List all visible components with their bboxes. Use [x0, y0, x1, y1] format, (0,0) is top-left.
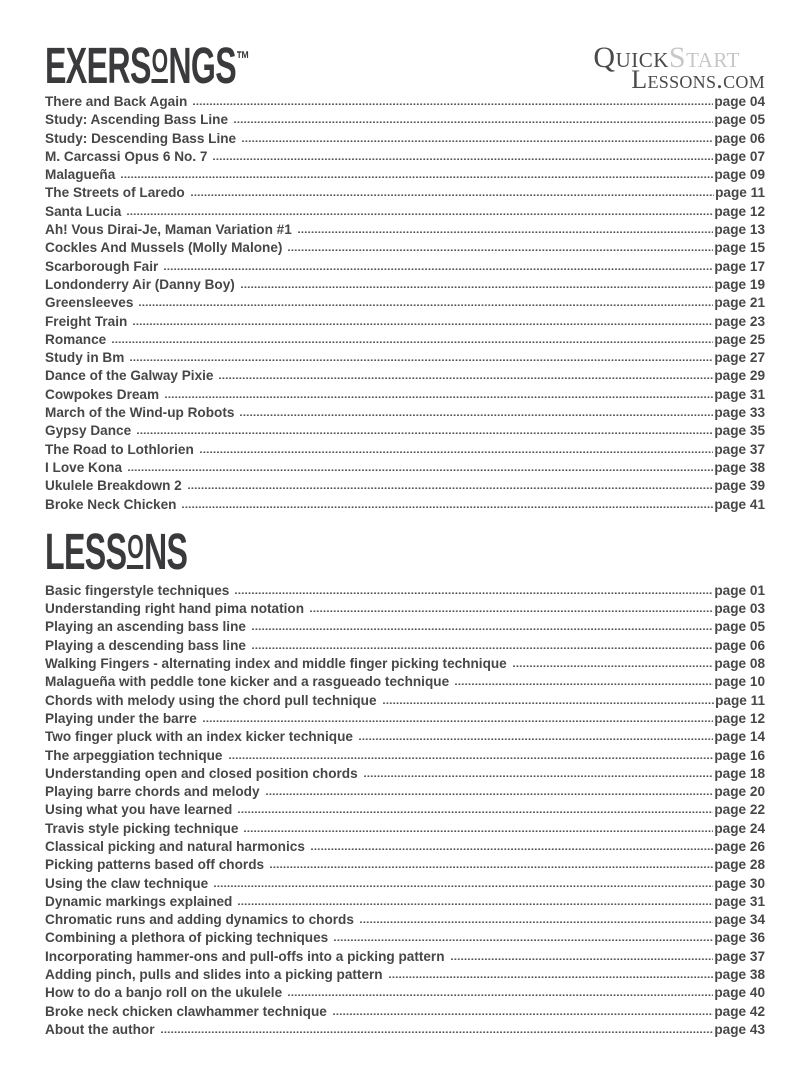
toc-entry-page: page 41 — [714, 496, 765, 512]
brand-quick: Quick — [593, 41, 669, 74]
dot-leader — [334, 938, 713, 942]
toc-entry-page: page 12 — [714, 710, 765, 726]
toc-entry-title: Playing an ascending bass line — [45, 619, 246, 635]
toc-entry-title: Understanding right hand pima notation — [45, 601, 305, 617]
title-prefix: EXERS — [45, 37, 151, 94]
toc-entry — [45, 582, 765, 600]
toc-entry — [45, 929, 765, 947]
dot-leader — [139, 303, 713, 307]
toc-entry — [45, 221, 765, 239]
toc-entry-title: Broke neck chicken clawhammer technique — [45, 1003, 327, 1019]
toc-entry — [45, 875, 765, 893]
lessons-wordmark — [45, 522, 188, 580]
trademark-symbol: ™ — [236, 46, 250, 71]
dot-leader — [360, 920, 713, 924]
toc-entry-page: page 39 — [714, 478, 765, 494]
toc-entry-title: Combining a plethora of picking techniques — [45, 930, 329, 946]
title-suffix: NGS — [168, 37, 237, 94]
title-suffix: NS — [143, 522, 188, 580]
stylized-o: O — [127, 531, 144, 569]
toc-entry-page: page 28 — [714, 857, 765, 873]
dot-leader — [389, 975, 714, 979]
page-header — [45, 37, 765, 94]
brand-lessons-com: Lessons.com — [631, 64, 765, 94]
toc-entry-page: page 05 — [714, 112, 765, 128]
toc-entry-page: page 31 — [714, 893, 765, 909]
toc-entry-page: page 20 — [714, 784, 765, 800]
toc-entry-title: Picking patterns based off chords — [45, 857, 265, 873]
toc-entry — [45, 856, 765, 874]
toc-entry-title: Dance of the Galway Pixie — [45, 368, 214, 384]
toc-entry-title: Using the claw technique — [45, 875, 209, 891]
toc-entry-page: page 30 — [714, 875, 765, 891]
toc-entry — [45, 404, 765, 422]
toc-entry — [45, 148, 765, 166]
toc-entry — [45, 618, 765, 636]
dot-leader — [112, 340, 713, 344]
toc-entry-page: page 16 — [714, 747, 765, 763]
toc-entry-page: page 26 — [714, 838, 765, 854]
dot-leader — [213, 157, 713, 161]
dot-leader — [191, 193, 714, 197]
toc-entry-page: page 36 — [714, 930, 765, 946]
dot-leader — [240, 413, 713, 417]
toc-entry — [45, 441, 765, 459]
dot-leader — [193, 102, 713, 106]
toc-entry-title: Ah! Vous Dirai-Je, Maman Variation #1 — [45, 222, 292, 238]
toc-entry — [45, 728, 765, 746]
toc-entry — [45, 367, 765, 385]
dot-leader — [214, 884, 713, 888]
toc-entry-page: page 37 — [714, 441, 765, 457]
dot-leader — [241, 285, 714, 289]
toc-entry-title: Incorporating hammer-ons and pull-offs into a picking pattern — [45, 948, 445, 964]
dot-leader — [451, 957, 714, 961]
toc-entry-page: page 07 — [714, 148, 765, 164]
toc-entry-title: The Streets of Laredo — [45, 185, 185, 201]
dot-leader — [244, 829, 713, 833]
toc-entry-page: page 13 — [714, 222, 765, 238]
quickstart-lessons-logo — [593, 41, 765, 94]
dot-leader — [238, 810, 713, 814]
dot-leader — [137, 431, 713, 435]
toc-entry-page: page 42 — [714, 1003, 765, 1019]
toc-entry — [45, 747, 765, 765]
dot-leader — [252, 646, 713, 650]
toc-entry-page: page 08 — [714, 656, 765, 672]
dot-leader — [121, 175, 713, 179]
toc-entry-page: page 11 — [715, 185, 765, 201]
toc-entry-page: page 15 — [714, 240, 765, 256]
dot-leader — [311, 847, 714, 851]
lessons-list — [45, 582, 765, 1039]
toc-entry — [45, 765, 765, 783]
dot-leader — [252, 627, 713, 631]
toc-entry-page: page 25 — [714, 331, 765, 347]
toc-entry-title: Playing a descending bass line — [45, 637, 246, 653]
dot-leader — [165, 395, 713, 399]
toc-entry — [45, 477, 765, 495]
toc-entry-title: There and Back Again — [45, 94, 188, 109]
toc-entry-page: page 43 — [714, 1021, 765, 1037]
dot-leader — [128, 468, 713, 472]
toc-entry — [45, 422, 765, 440]
toc-entry-page: page 03 — [714, 601, 765, 617]
toc-entry — [45, 966, 765, 984]
toc-entry-title: Classical picking and natural harmonics — [45, 838, 305, 854]
toc-entry-title: Romance — [45, 331, 107, 347]
toc-entry — [45, 692, 765, 710]
dot-leader — [270, 865, 713, 869]
toc-entry-title: Santa Lucia — [45, 203, 122, 219]
toc-entry — [45, 166, 765, 184]
toc-entry-title: Cowpokes Dream — [45, 386, 160, 402]
toc-entry-title: Malagueña with peddle tone kicker and a rasgueado technique — [45, 674, 450, 690]
toc-entry-title: The arpeggiation technique — [45, 747, 223, 763]
toc-entry — [45, 349, 765, 367]
toc-entry — [45, 203, 765, 221]
toc-entry — [45, 820, 765, 838]
toc-entry-page: page 05 — [714, 619, 765, 635]
toc-entry-page: page 40 — [714, 985, 765, 1001]
toc-entry — [45, 801, 765, 819]
toc-entry — [45, 673, 765, 691]
toc-entry-title: Scarborough Fair — [45, 258, 159, 274]
toc-entry-title: Using what you have learned — [45, 802, 233, 818]
toc-entry — [45, 637, 765, 655]
toc-entry-page: page 33 — [714, 405, 765, 421]
dot-leader — [359, 737, 713, 741]
toc-entry-title: Travis style picking technique — [45, 820, 239, 836]
toc-entry-title: Cockles And Mussels (Molly Malone) — [45, 240, 283, 256]
dot-leader — [229, 756, 714, 760]
toc-entry-title: Gypsy Dance — [45, 423, 132, 439]
toc-entry-title: Chords with melody using the chord pull technique — [45, 692, 377, 708]
toc-entry-title: Greensleeves — [45, 295, 134, 311]
toc-entry-title: The Road to Lothlorien — [45, 441, 194, 457]
toc-entry — [45, 130, 765, 148]
toc-entry-page: page 38 — [714, 967, 765, 983]
exersongs-list — [45, 93, 765, 514]
dot-leader — [182, 505, 713, 509]
toc-entry-title: I Love Kona — [45, 459, 123, 475]
dot-leader — [127, 212, 713, 216]
toc-entry-page: page 18 — [714, 765, 765, 781]
dot-leader — [455, 682, 713, 686]
toc-entry-title: Study: Descending Bass Line — [45, 130, 237, 146]
toc-entry — [45, 911, 765, 929]
toc-entry — [45, 496, 765, 514]
toc-entry — [45, 386, 765, 404]
dot-leader — [288, 993, 713, 997]
toc-entry-title: Two finger pluck with an index kicker technique — [45, 729, 353, 745]
toc-entry-title: How to do a banjo roll on the ukulele — [45, 985, 283, 1001]
toc-entry-page: page 34 — [714, 912, 765, 928]
toc-entry — [45, 1021, 765, 1039]
dot-leader — [298, 230, 714, 234]
toc-entry — [45, 948, 765, 966]
exersongs-wordmark — [45, 37, 250, 94]
toc-entry — [45, 600, 765, 618]
toc-entry-page: page 10 — [714, 674, 765, 690]
dot-leader — [234, 120, 713, 124]
dot-leader — [161, 1030, 714, 1034]
toc-entry-page: page 24 — [714, 820, 765, 836]
toc-entry — [45, 838, 765, 856]
toc-entry-title: Adding pinch, pulls and slides into a picking pattern — [45, 967, 383, 983]
toc-entry-title: Malagueña — [45, 167, 116, 183]
toc-entry-title: M. Carcassi Opus 6 No. 7 — [45, 148, 208, 164]
toc-entry-title: Study in Bm — [45, 350, 125, 366]
dot-leader — [288, 248, 713, 252]
dot-leader — [238, 902, 713, 906]
toc-entry — [45, 184, 765, 202]
toc-entry — [45, 459, 765, 477]
dot-leader — [219, 376, 713, 380]
toc-entry — [45, 331, 765, 349]
toc-entry-title: Study: Ascending Bass Line — [45, 112, 229, 128]
toc-entry-page: page 06 — [714, 130, 765, 146]
toc-entry — [45, 276, 765, 294]
lessons-section-title — [45, 522, 765, 580]
toc-entry-page: page 01 — [714, 582, 765, 598]
toc-entry-page: page 29 — [714, 368, 765, 384]
dot-leader — [188, 486, 714, 490]
toc-entry-page: page 06 — [714, 637, 765, 653]
dot-leader — [383, 701, 715, 705]
toc-entry-title: Ukulele Breakdown 2 — [45, 478, 182, 494]
toc-entry-page: page 27 — [714, 350, 765, 366]
exersongs-section-title — [45, 37, 370, 94]
dot-leader — [513, 664, 714, 668]
toc-entry-title: Broke Neck Chicken — [45, 496, 177, 512]
toc-entry-title: Londonderry Air (Danny Boy) — [45, 276, 235, 292]
dot-leader — [133, 322, 713, 326]
toc-entry — [45, 239, 765, 257]
dot-leader — [235, 591, 713, 595]
stylized-o: O — [151, 45, 168, 83]
toc-entry-title: Walking Fingers - alternating index and middle finger picking technique — [45, 656, 507, 672]
toc-entry-title: Dynamic markings explained — [45, 893, 233, 909]
toc-entry — [45, 655, 765, 673]
toc-entry-page: page 12 — [714, 203, 765, 219]
toc-entry-page: page 37 — [714, 948, 765, 964]
dot-leader — [200, 450, 714, 454]
toc-entry-page: page 38 — [714, 459, 765, 475]
toc-entry-title: Chromatic runs and adding dynamics to chords — [45, 912, 354, 928]
toc-entry-title: Understanding open and closed position chords — [45, 765, 358, 781]
dot-leader — [203, 719, 714, 723]
toc-entry-page: page 04 — [714, 94, 765, 109]
dot-leader — [310, 609, 713, 613]
toc-entry-title: Playing under the barre — [45, 710, 197, 726]
brand-start: Start — [668, 41, 740, 74]
toc-entry-page: page 35 — [714, 423, 765, 439]
toc-entry — [45, 893, 765, 911]
toc-entry — [45, 93, 765, 111]
toc-entry-title: Freight Train — [45, 313, 128, 329]
toc-entry — [45, 710, 765, 728]
toc-entry — [45, 1003, 765, 1021]
toc-entry-page: page 22 — [714, 802, 765, 818]
toc-entry-page: page 31 — [714, 386, 765, 402]
toc-entry-title: Playing barre chords and melody — [45, 784, 260, 800]
toc-entry-page: page 23 — [714, 313, 765, 329]
toc-entry-title: About the author — [45, 1021, 155, 1037]
toc-entry-page: page 14 — [714, 729, 765, 745]
toc-entry — [45, 111, 765, 129]
dot-leader — [333, 1012, 714, 1016]
toc-entry-title: March of the Wind-up Robots — [45, 405, 235, 421]
toc-entry-page: page 21 — [714, 295, 765, 311]
toc-entry-page: page 11 — [715, 692, 765, 708]
dot-leader — [364, 774, 714, 778]
dot-leader — [266, 792, 714, 796]
toc-entry-page: page 17 — [714, 258, 765, 274]
toc-entry-title: Basic fingerstyle techniques — [45, 582, 230, 598]
toc-entry — [45, 313, 765, 331]
dot-leader — [164, 267, 713, 271]
toc-entry — [45, 783, 765, 801]
dot-leader — [242, 139, 713, 143]
toc-entry — [45, 294, 765, 312]
dot-leader — [130, 358, 713, 362]
toc-entry-page: page 19 — [714, 276, 765, 292]
toc-entry-page: page 09 — [714, 167, 765, 183]
toc-entry — [45, 984, 765, 1002]
toc-entry — [45, 258, 765, 276]
title-prefix: LESS — [45, 522, 127, 580]
